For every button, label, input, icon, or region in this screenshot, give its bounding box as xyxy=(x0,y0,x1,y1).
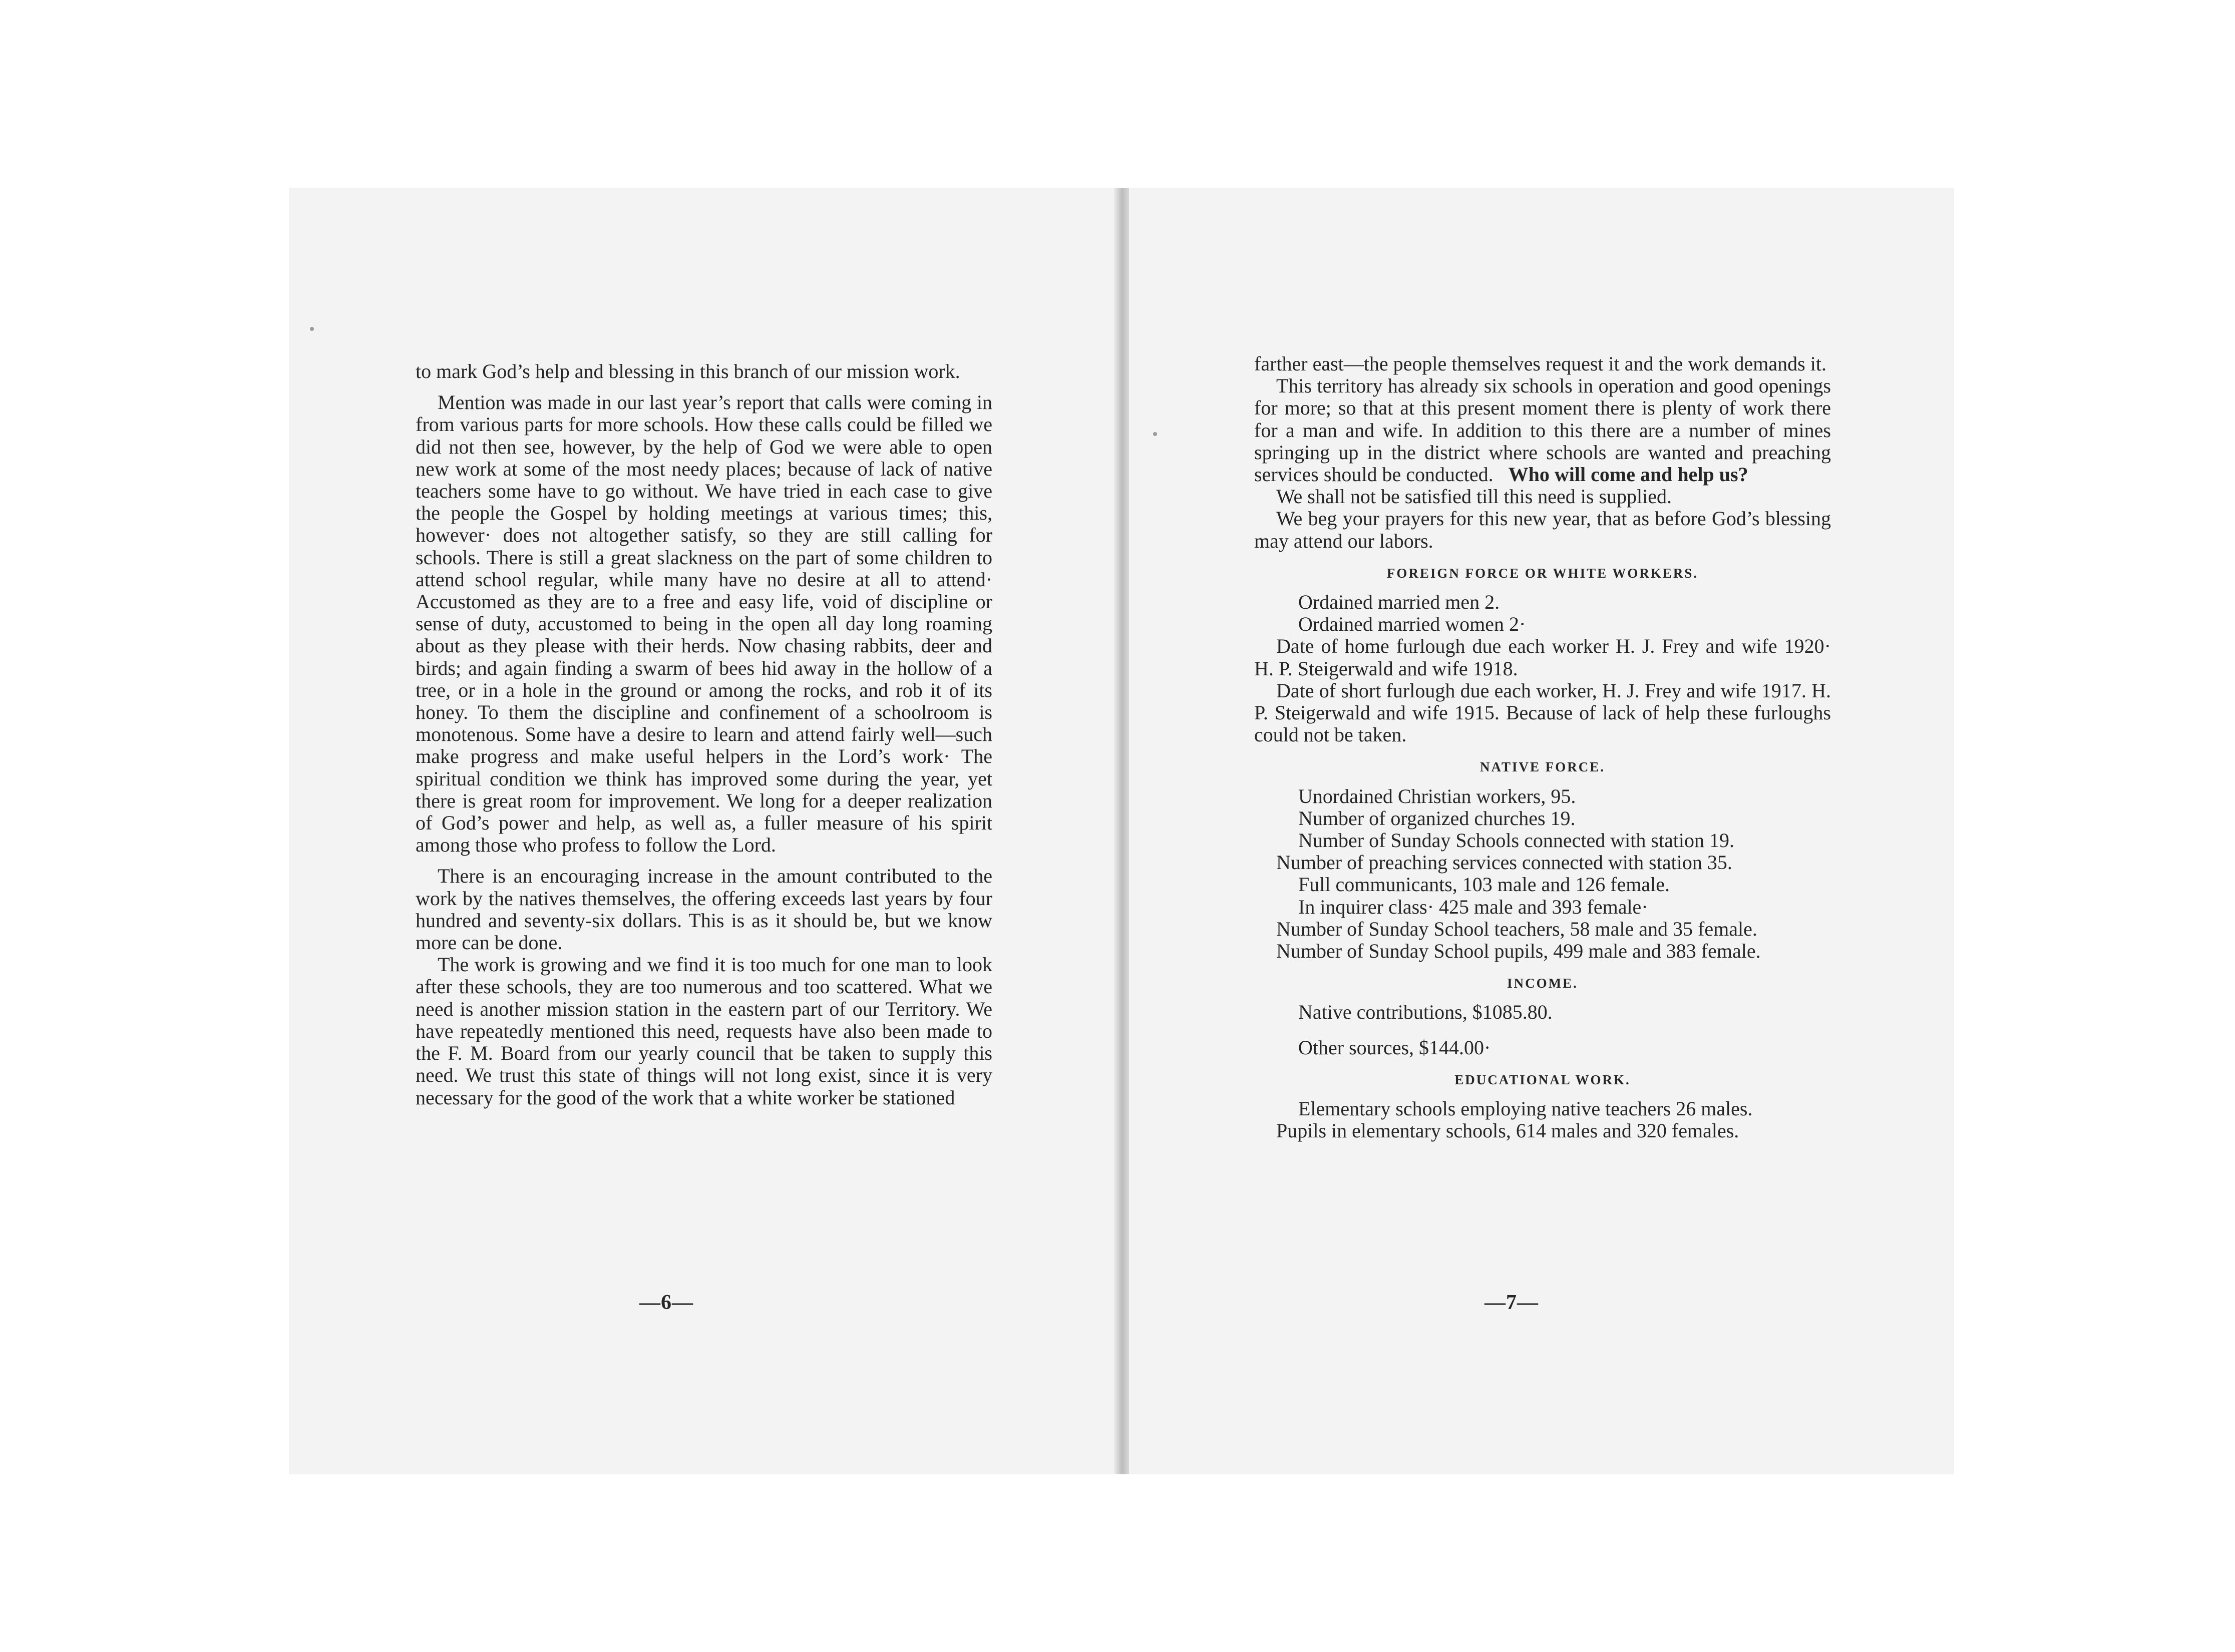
list-item: Full communicants, 103 male and 126 female. xyxy=(1298,873,1670,896)
list-item: Number of Sunday Schools connected with station 19. xyxy=(1298,829,1734,852)
list-item: Ordained married men 2. xyxy=(1298,591,1500,614)
list-item: Native contributions, $1085.80. xyxy=(1298,1001,1553,1024)
list-item: Number of Sunday School teachers, 58 male and 35 female. xyxy=(1276,917,1757,940)
right-page-text xyxy=(1254,353,1831,1142)
list-item: Date of short furlough due each worker, H. J. Frey and wife 1917. H. P. Steigerwald and wife 1915. Because of lack of help these furloughs could not be taken. xyxy=(1254,679,1831,746)
paragraph: to mark God’s help and blessing in this branch of our mission work. xyxy=(416,360,960,382)
list-item: Date of home furlough due each worker H. J. Frey and wife 1920· H. P. Steigerwald and wife 1918. xyxy=(1254,635,1831,680)
list-item: Other sources, $144.00· xyxy=(1298,1036,1491,1059)
paragraph: There is an encouraging increase in the amount contributed to the work by the natives themselves, the offering exceeds last years by four hundred and seventy-six dollars. This is as it should be, but we know more can be done. xyxy=(416,865,992,954)
list-item: Ordained married women 2· xyxy=(1298,613,1526,636)
section-heading-income: INCOME. xyxy=(1507,976,1578,991)
left-page-text xyxy=(416,360,992,1109)
section-heading-foreign-force: FOREIGN FORCE OR WHITE WORKERS. xyxy=(1386,565,1699,581)
list-item: Unordained Christian workers, 95. xyxy=(1298,784,1576,807)
list-item: Number of Sunday School pupils, 499 male and 383 female. xyxy=(1276,940,1761,963)
list-item: In inquirer class· 425 male and 393 female· xyxy=(1298,895,1648,918)
paragraph: The work is growing and we find it is too much for one man to look after these schools, they are too numerous and too scattered. What we need is another mission station in the eastern part of our Territory. We have repeatedly mentioned this need, requests have also been made to the F. M. Board from our yearly council that be taken to supply this need. We trust this state of things will not long exist, since it is very necessary for the good of the work that a white worker be stationed xyxy=(416,953,992,1109)
paper-speck xyxy=(1153,432,1157,436)
list-item: Number of organized churches 19. xyxy=(1298,806,1576,830)
list-item: Pupils in elementary schools, 614 males and 320 females. xyxy=(1276,1119,1739,1142)
paragraph-text: This territory has already six schools in operation and good openings for more; so that at this present moment there is plenty of work there for a man and wife. In addition to this there are a number of mines springing up in the district where schools are wanted and preaching services should be conducted. xyxy=(1254,374,1831,486)
list-item: Elementary schools employing native teachers 26 males. xyxy=(1298,1097,1753,1120)
paper-speck xyxy=(310,327,314,331)
paragraph: We shall not be satisfied till this need is supplied. xyxy=(1276,485,1672,508)
open-booklet-spread xyxy=(289,188,1954,1474)
paragraph: farther east—the people themselves request it and the work demands it. xyxy=(1254,352,1826,375)
book-gutter xyxy=(1114,188,1129,1474)
call-to-action: Who will come and help us? xyxy=(1508,463,1748,486)
paragraph: Mention was made in our last year’s report that calls were coming in from various parts for more schools. How these calls could be filled we did not then see, however, by the help of God we were able to open new work at some of the most needy places; because of lack of native teachers some have to go without. We have tried in each case to give the people the Gospel by holding meetings at various times; this, however· does not altogether satisfy, so they are still calling for schools. There is still a great slackness on the part of some children to attend school regular, while many have no desire at all to attend· Accustomed as they are to a free and easy life, void of discipline or sense of duty, accustomed to being in the open all day long roaming about as they please with their herds. Now chasing rabbits, deer and birds; and again finding a swarm of bees hid away in the hollow of a tree, or in a hole in the ground or among the rocks, and rob it of its honey. To them the discipline and confinement of a schoolroom is monotenous. Some have a desire to learn and attend fairly well—such make progress and make useful helpers in the Lord’s work· The spiritual condition we think has improved some during the year, yet there is great room for improvement. We long for a deeper realization of God’s power and help, as well as, a fuller measure of his spirit among those who profess to follow the Lord. xyxy=(416,391,992,857)
section-heading-native-force: NATIVE FORCE. xyxy=(1479,759,1606,775)
page-number: —6— xyxy=(639,1291,693,1314)
right-page xyxy=(1124,188,1954,1474)
paragraph xyxy=(1254,375,1831,486)
left-page xyxy=(289,188,1120,1474)
paragraph: We beg your prayers for this new year, that as before God’s blessing may attend our labors. xyxy=(1254,507,1831,552)
page-number: —7— xyxy=(1484,1291,1539,1314)
list-item: Number of preaching services connected with station 35. xyxy=(1276,851,1732,874)
section-heading-educational-work: EDUCATIONAL WORK. xyxy=(1454,1072,1631,1087)
